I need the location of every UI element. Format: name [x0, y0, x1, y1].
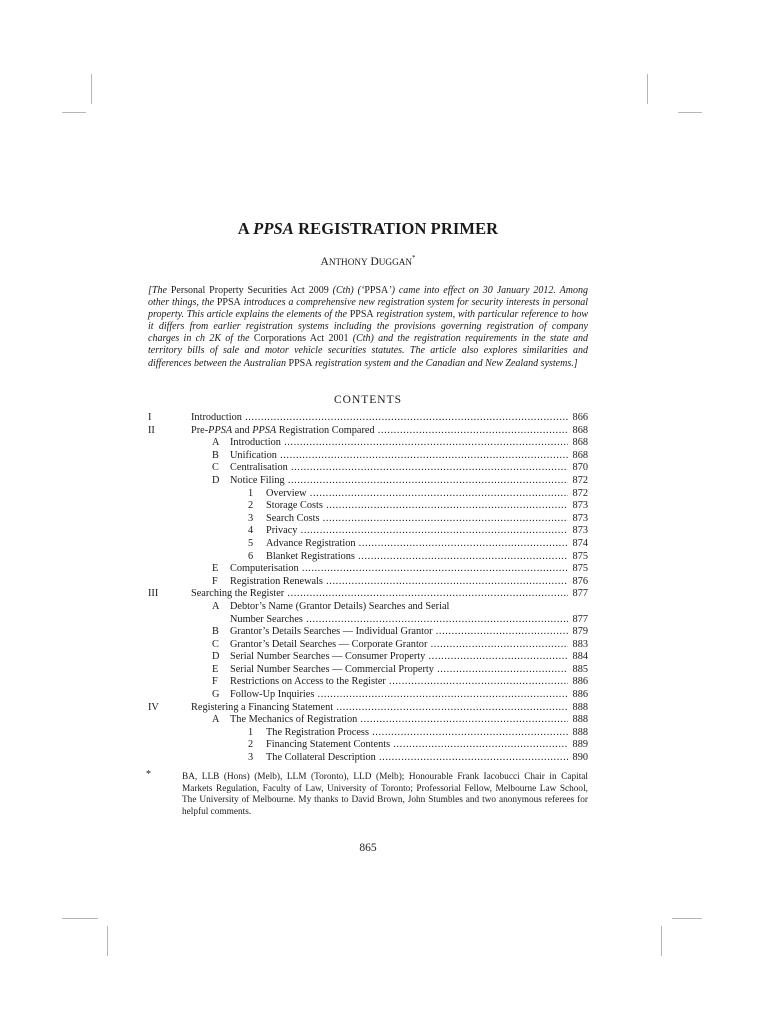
toc-entry-continued[interactable]: Number Searches ..... 877 [148, 614, 588, 627]
toc-entry[interactable]: E Serial Number Searches — Commercial Property ..... 885 [148, 664, 588, 677]
toc-entry[interactable]: C Centralisation ..... 870 [148, 462, 588, 475]
author-name: ANTHONY DUGGAN* [320, 254, 416, 268]
toc-entry[interactable]: B Grantor’s Details Searches — Individual Grantor ..... 879 [148, 626, 588, 639]
toc-entry[interactable]: D Notice Filing ..... 872 [148, 475, 588, 488]
toc-entry[interactable]: III Searching the Register ..... 877 [148, 588, 588, 601]
crop-mark-top-right [647, 74, 648, 104]
crop-mark-bottom-right [661, 926, 662, 956]
page-number: 865 [359, 842, 377, 854]
toc-entry[interactable]: D Serial Number Searches — Consumer Property ..... 884 [148, 651, 588, 664]
toc-entry[interactable]: II Pre-PPSA and PPSA Registration Compared ..... 868 [148, 425, 588, 438]
toc-entry[interactable]: A The Mechanics of Registration ..... 888 [148, 714, 588, 727]
toc-entry[interactable]: B Unification ..... 868 [148, 450, 588, 463]
toc-entry[interactable]: 3 Search Costs ..... 873 [148, 513, 588, 526]
crop-mark-top-left [91, 74, 92, 104]
toc-entry[interactable]: 3 The Collateral Description ..... 890 [148, 752, 588, 765]
author-footnote [146, 769, 588, 818]
abstract: [The Personal Property Securities Act 2009 (Cth) (‘PPSA’) came into effect on 30 January 2012. Among other things, the PPSA introduces a comprehensive new registration system for security interests in personal property. This article explains the elements of the PPSA registration system, with particular reference to how it differs from earlier registration systems including the provisions governing registration of company charges in ch 2K of the Corporations Act 2001 (Cth) and the registration requirements in the state and territory bills of sale and motor vehicle securities statutes. The article also explores similarities and differences between the Australian PPSA registration system and the Canadian and New Zealand systems.] [148, 285, 589, 369]
toc-entry[interactable]: G Follow-Up Inquiries ..... 886 [148, 689, 588, 702]
toc-entry[interactable]: 2 Financing Statement Contents ..... 889 [148, 739, 588, 752]
crop-mark-bottom-left-h [62, 918, 98, 919]
toc-entry[interactable]: 6 Blanket Registrations ..... 875 [148, 551, 588, 564]
toc-entry[interactable]: F Registration Renewals ..... 876 [148, 576, 588, 589]
crop-mark-bottom-right-h [672, 918, 702, 919]
toc-entry[interactable]: A Debtor’s Name (Grantor Details) Searches and Serial [212, 600, 450, 612]
author-footnote-marker: * [411, 254, 416, 262]
toc-entry[interactable]: 2 Storage Costs ..... 873 [148, 500, 588, 513]
toc-entry[interactable]: 5 Advance Registration ..... 874 [148, 538, 588, 551]
toc-entry[interactable]: F Restrictions on Access to the Register ..... 886 [148, 676, 588, 689]
crop-mark-bottom-left [107, 926, 108, 956]
article-title: A PPSA REGISTRATION PRIMER [237, 219, 499, 238]
table-of-contents [148, 412, 588, 765]
crop-mark-top-right-h [678, 112, 702, 113]
toc-entry[interactable]: 1 The Registration Process ..... 888 [148, 727, 588, 740]
contents-heading: CONTENTS [333, 394, 403, 406]
toc-entry[interactable]: E Computerisation ..... 875 [148, 563, 588, 576]
toc-entry[interactable]: I Introduction ..... 866 [148, 412, 588, 425]
toc-entry[interactable]: C Grantor’s Detail Searches — Corporate Grantor ..... 883 [148, 639, 588, 652]
crop-mark-top-left-h [62, 112, 86, 113]
footnote-marker: * [146, 769, 151, 780]
toc-entry[interactable]: 1 Overview ..... 872 [148, 488, 588, 501]
toc-entry[interactable]: IV Registering a Financing Statement ..... 888 [148, 702, 588, 715]
footnote-text: BA, LLB (Hons) (Melb), LLM (Toronto), LLD (Melb); Honourable Frank Iacobucci Chair in Capital Markets Regulation, Faculty of Law, University of Toronto; Professorial Fellow, Melbourne Law School, The University of Melbourne. My thanks to David Brown, John Stumbles and two anonymous referees for helpful comments. [182, 772, 588, 817]
toc-entry[interactable]: A Introduction ..... 868 [148, 437, 588, 450]
toc-entry[interactable]: 4 Privacy ..... 873 [148, 525, 588, 538]
